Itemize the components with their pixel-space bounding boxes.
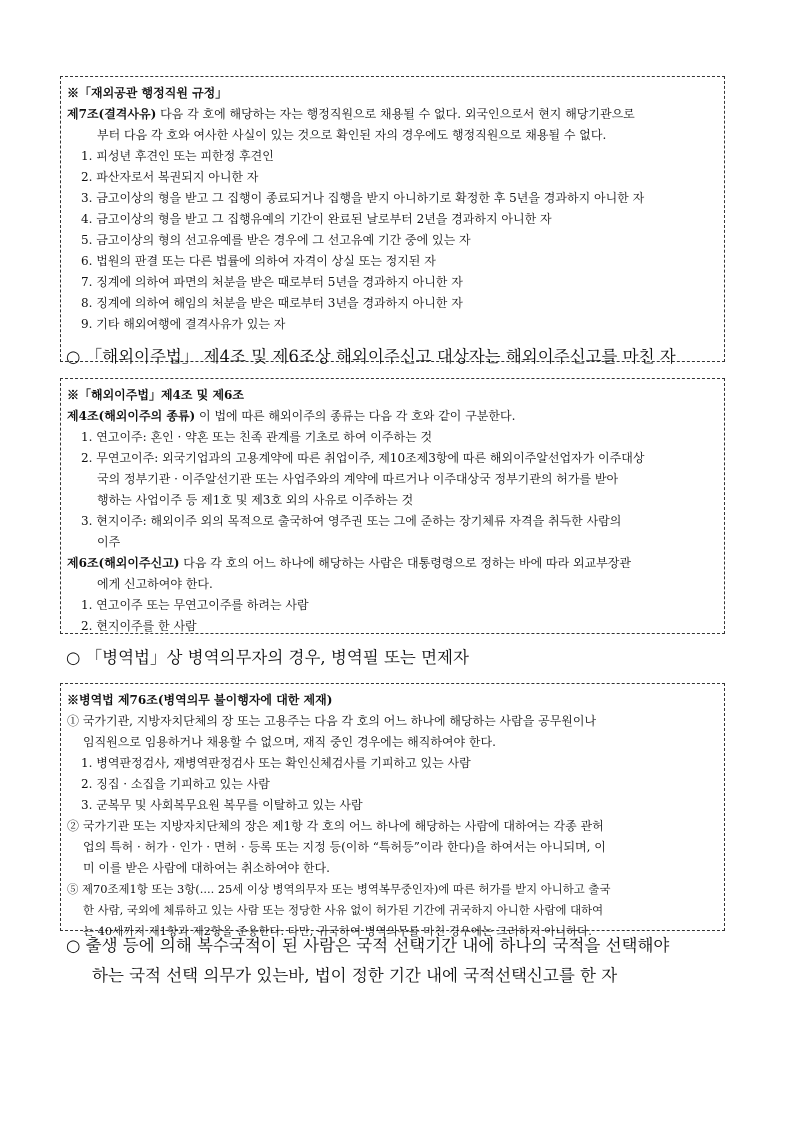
box3-paragraph-2-cont1: 업의 특허 · 허가 · 인가 · 면허 · 등록 또는 지정 등(이하 “특허등”이라 한다)을 하여서는 아니되며, 이 — [83, 840, 606, 854]
box1-article-text: 다음 각 호에 해당하는 자는 행정직원으로 채용될 수 없다. 외국인으로서 현지 해당기관으로 — [156, 107, 635, 121]
box3-item-1: 1. 병역판정검사, 재병역판정검사 또는 확인신체검사를 기피하고 있는 사람 — [81, 756, 471, 770]
box1-item-7: 7. 징계에 의하여 파면의 처분을 받은 때로부터 5년을 경과하지 아니한 자 — [81, 275, 463, 289]
box2-item-3: 3. 현지이주: 해외이주 외의 목적으로 출국하여 영주권 또는 그에 준하는 장기체류 자격을 취득한 사람의 — [81, 514, 622, 528]
box1-item-4: 4. 금고이상의 형을 받고 그 집행유예의 기간이 완료된 날로부터 2년을 경과하지 아니한 자 — [81, 212, 552, 226]
box1-heading: ※「재외공관 행정직원 규정」 — [67, 86, 228, 100]
box1-item-1: 1. 피성년 후견인 또는 피한정 후견인 — [81, 149, 274, 163]
box1-item-3: 3. 금고이상의 형을 받고 그 집행이 종료되거나 집행을 받지 아니하기로 확정한 후 5년을 경과하지 아니한 자 — [81, 191, 645, 205]
box2-article6-title: 제6조(해외이주신고) — [67, 556, 180, 570]
box1-item-8: 8. 징계에 의하여 해임의 처분을 받은 때로부터 3년을 경과하지 아니한 자 — [81, 296, 463, 310]
box3-heading: ※병역법 제76조(병역의무 불이행자에 대한 제재) — [67, 693, 333, 707]
box2-item-1: 1. 연고이주: 혼인 · 약혼 또는 친족 관계를 기초로 하여 이주하는 것 — [81, 430, 433, 444]
box2-article6 — [67, 553, 718, 574]
box3-paragraph-5-cont1: 한 사람, 국외에 체류하고 있는 사람 또는 정당한 사유 없이 허가된 기간에 귀국하지 아니한 사람에 대하여 — [83, 903, 604, 917]
section-nationality-line1: ○ 출생 등에 의해 복수국적이 된 사람은 국적 선택기간 내에 하나의 국적을 선택해야 — [66, 936, 670, 955]
box2-article6-text: 다음 각 호의 어느 하나에 해당하는 사람은 대통령령으로 정하는 바에 따라 외교부장관 — [179, 556, 631, 570]
box2-sub-item-1: 1. 연고이주 또는 무연고이주를 하려는 사람 — [81, 598, 309, 612]
box3-paragraph-2-cont2: 미 이를 받은 사람에 대하여는 취소하여야 한다. — [83, 861, 330, 875]
section-nationality-line2: 하는 국적 선택 의무가 있는바, 법이 정한 기간 내에 국적선택신고를 한 자 — [92, 966, 618, 985]
box-emigration-act — [60, 378, 725, 634]
box2-article4 — [67, 406, 718, 427]
box-military-service-act — [60, 683, 725, 938]
box2-item-2-cont1: 국의 정부기관 · 이주알선기관 또는 사업주와의 계약에 따르거나 이주대상국 정부기관의 허가를 받아 — [97, 472, 619, 486]
box2-article6-cont: 에게 신고하여야 한다. — [97, 577, 213, 591]
box2-heading: ※「해외이주법」제4조 및 제6조 — [67, 388, 244, 402]
box1-item-6: 6. 법원의 판결 또는 다른 법률에 의하여 자격이 상실 또는 정지된 자 — [81, 254, 436, 268]
box2-article4-title: 제4조(해외이주의 종류) — [67, 409, 196, 423]
box1-article-title: 제7조(결격사유) — [67, 107, 157, 121]
section-military-service: ○ 「병역법」상 병역의무자의 경우, 병역필 또는 면제자 — [66, 648, 469, 667]
box-overseas-staff-regulation — [60, 76, 725, 362]
box1-item-9: 9. 기타 해외여행에 결격사유가 있는 자 — [81, 317, 286, 331]
box3-paragraph-1: ① 국가기관, 지방자치단체의 장 또는 고용주는 다음 각 호의 어느 하나에 해당하는 사람을 공무원이나 — [67, 714, 597, 728]
box3-paragraph-2: ② 국가기관 또는 지방자치단체의 장은 제1항 각 호의 어느 하나에 해당하는 사람에 대하여는 각종 관허 — [67, 819, 604, 833]
box1-item-5: 5. 금고이상의 형의 선고유예를 받은 경우에 그 선고유예 기간 중에 있는 자 — [81, 233, 471, 247]
box3-item-2: 2. 징집 · 소집을 기피하고 있는 사람 — [81, 777, 270, 791]
box1-article-cont: 부터 다음 각 호와 여사한 사실이 있는 것으로 확인된 자의 경우에도 행정직원으로 채용될 수 없다. — [97, 128, 607, 142]
box3-paragraph-1-cont: 임직원으로 임용하거나 채용할 수 없으며, 재직 중인 경우에는 해직하여야 한다. — [83, 735, 496, 749]
box2-sub-item-2: 2. 현지이주를 한 사람 — [81, 619, 197, 633]
section-emigration: ○ 「해외이주법」 제4조 및 제6조상 해외이주신고 대상자는 해외이주신고를 마친 자 — [66, 347, 676, 366]
box2-item-2: 2. 무연고이주: 외국기업과의 고용계약에 따른 취업이주, 제10조제3항에 따른 해외이주알선업자가 이주대상 — [81, 451, 645, 465]
box2-item-2-cont2: 행하는 사업이주 등 제1호 및 제3호 외의 사유로 이주하는 것 — [97, 493, 414, 507]
box3-paragraph-5-cont2: 는 40세까지 제1항과 제2항을 준용한다. 다만, 귀국하여 병역의무를 마친 경우에는 그러하지 아니하다. — [83, 924, 592, 938]
box2-item-3-cont: 이주 — [97, 535, 121, 549]
box2-article4-text: 이 법에 따른 해외이주의 종류는 다음 각 호와 같이 구분한다. — [195, 409, 516, 423]
box3-paragraph-5: ⑤ 제70조제1항 또는 3항(.... 25세 이상 병역의무자 또는 병역복무중인자)에 따른 허가를 받지 아니하고 출국 — [67, 882, 611, 896]
box1-article — [67, 104, 718, 125]
box3-item-3: 3. 군복무 및 사회복무요원 복무를 이탈하고 있는 사람 — [81, 798, 363, 812]
box1-item-2: 2. 파산자로서 복권되지 아니한 자 — [81, 170, 259, 184]
